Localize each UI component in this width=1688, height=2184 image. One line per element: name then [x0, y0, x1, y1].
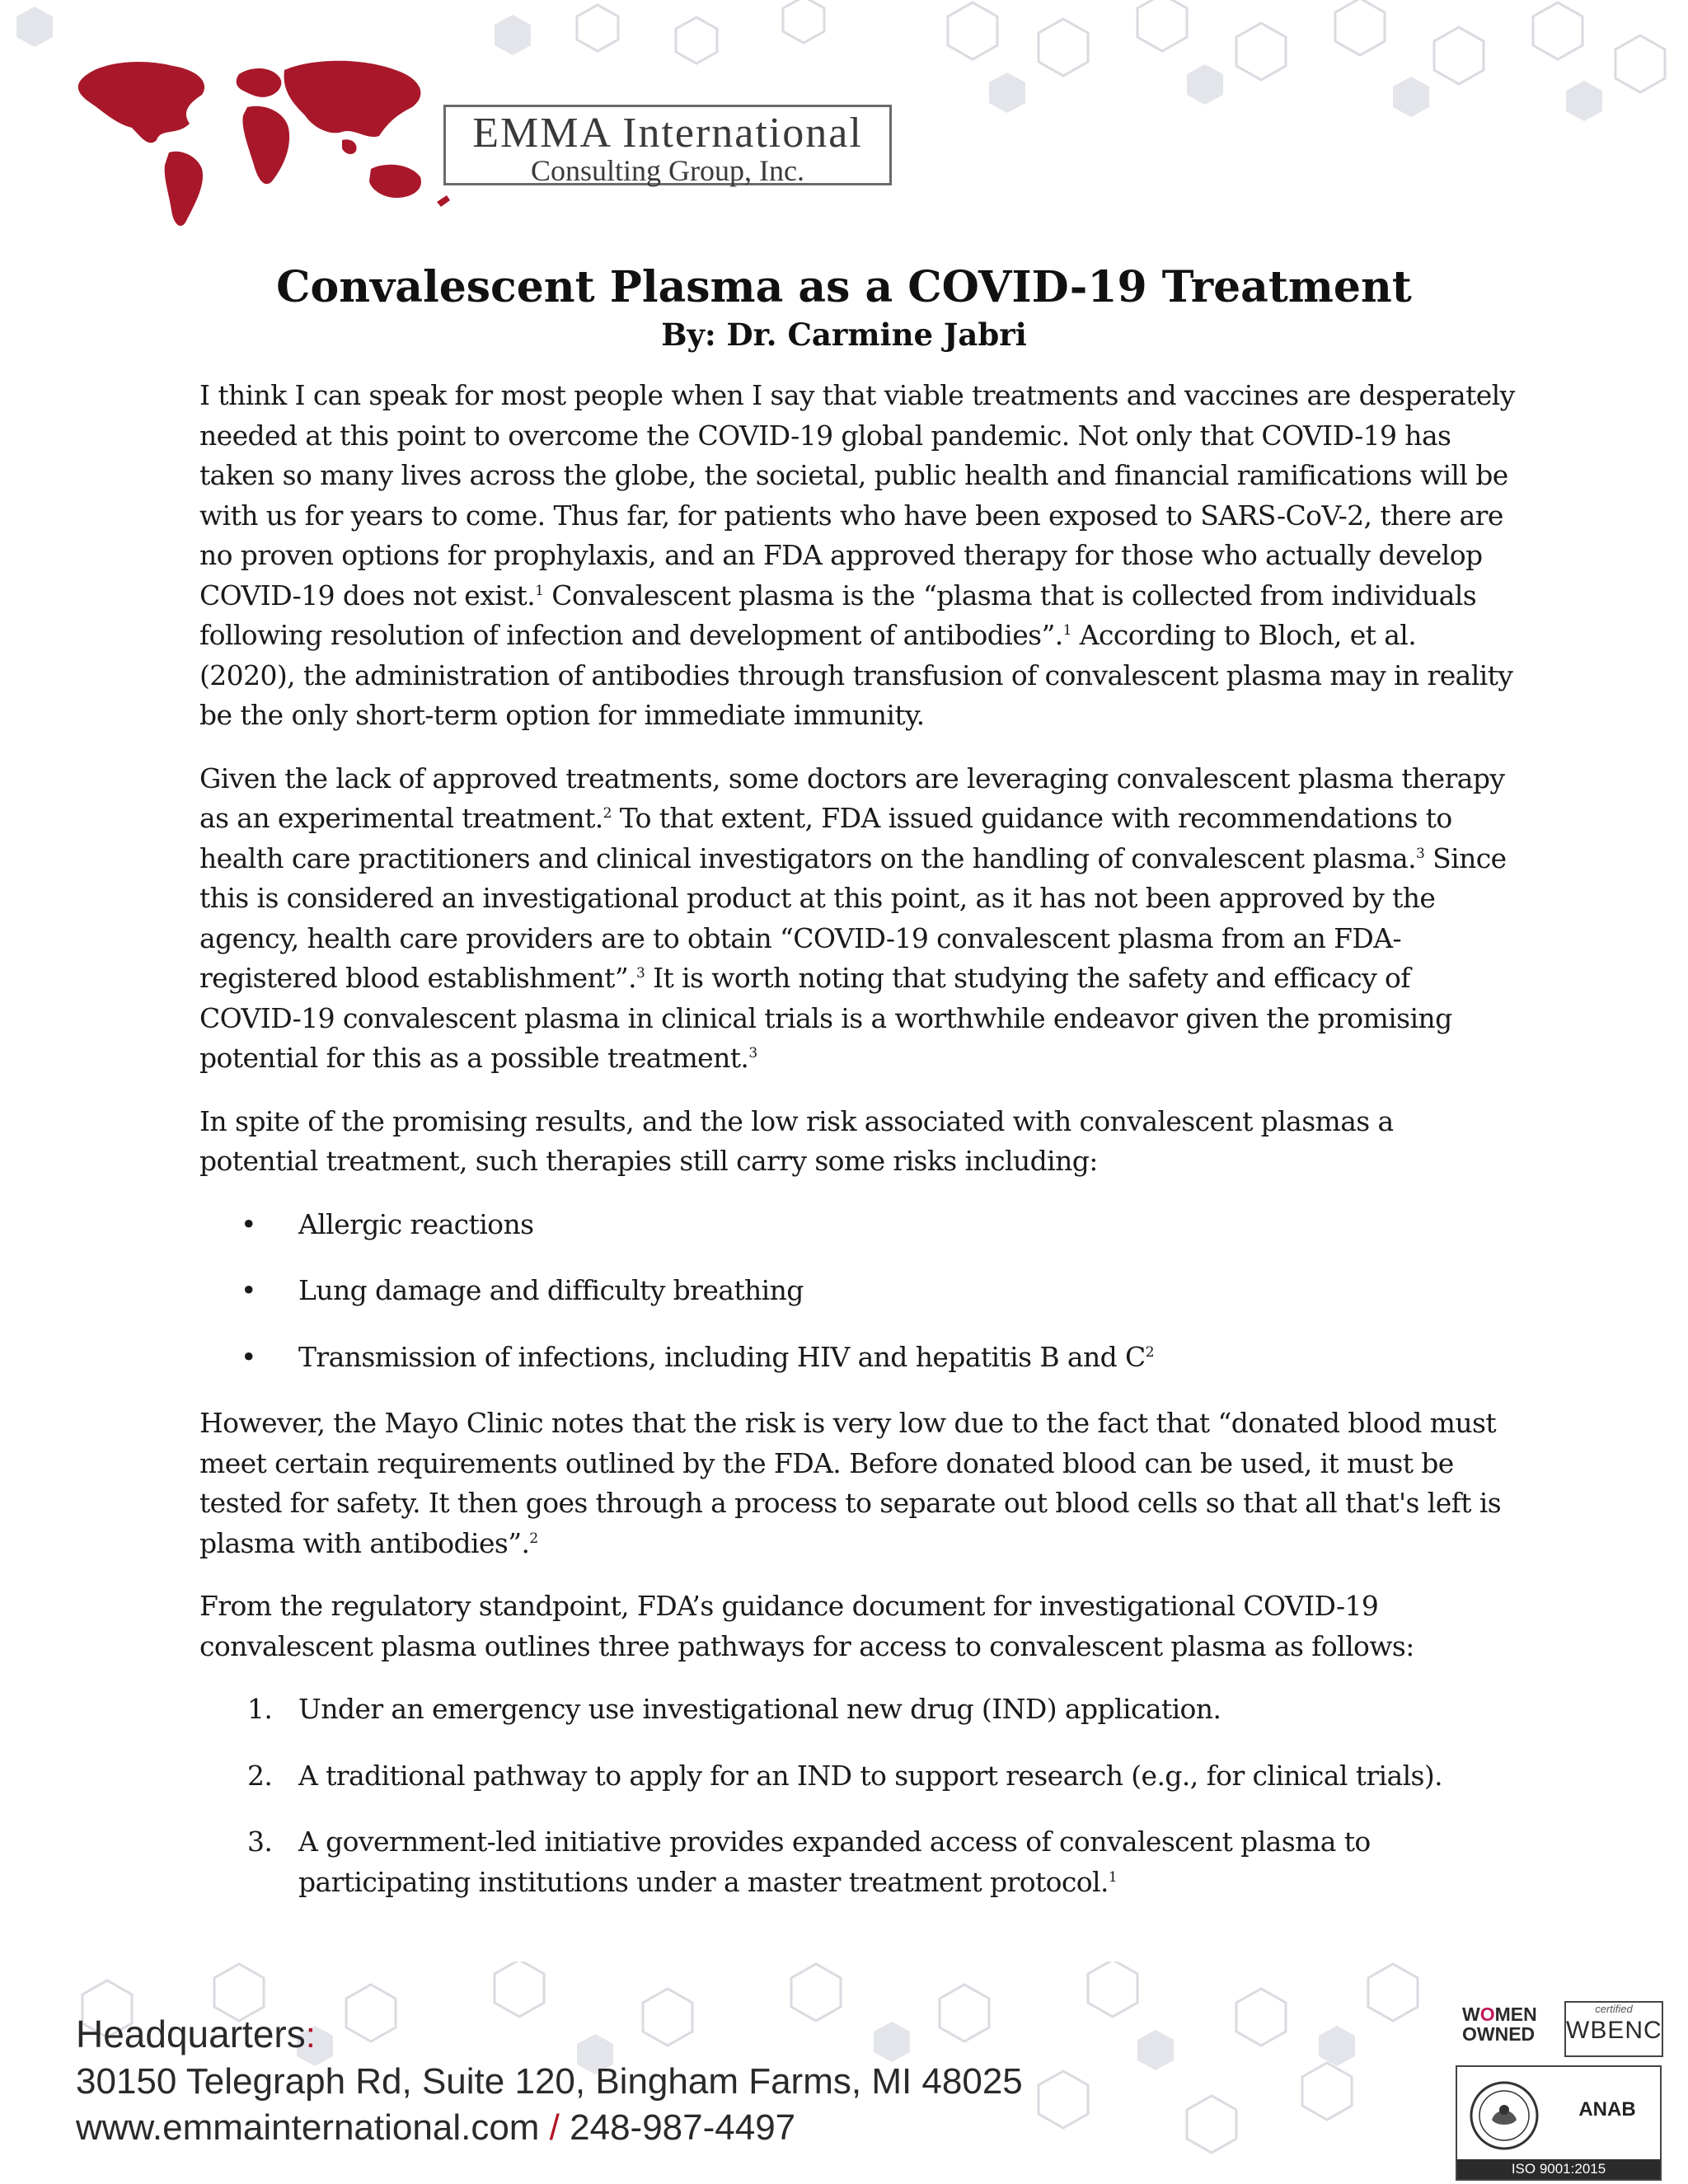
contact-line: www.emmainternational.com / 248-987-4497 — [76, 2107, 796, 2148]
wbenc-badge: certified WBENC — [1564, 2001, 1663, 2057]
list-number: 3. — [247, 1825, 273, 1858]
reference-marker: 3 — [635, 965, 645, 982]
iso-label: ISO 9001:2015 — [1457, 2159, 1660, 2179]
article-title: Convalescent Plasma as a COVID-19 Treatment — [276, 262, 1412, 312]
iso-certification-badge — [1456, 2065, 1662, 2181]
list-item: 1. Under an emergency use investigational new drug (IND) application. — [199, 1690, 1518, 1730]
website-link[interactable]: www.emmainternational.com — [76, 2107, 540, 2148]
paragraph-4: However, the Mayo Clinic notes that the risk is very low due to the fact that “donated blood must meet certain requirements outlined by the FDA. Before donated blood can be used, it must be tested for safety. It then goes through a process to separate out blood cells so that all that's left is plasma with antibodies”.$^2$ — [199, 1407, 1502, 1559]
article-byline: By: Dr. Carmine Jabri — [661, 316, 1027, 353]
address: 30150 Telegraph Rd, Suite 120, Bingham Farms, MI 48025 — [76, 2061, 1023, 2102]
bullet-marker: • — [241, 1274, 256, 1306]
certification-seal-icon — [1467, 2079, 1541, 2153]
paragraph-2: Given the lack of approved treatments, some doctors are leveraging convalescent plasma therapy as an experimental treatment.$^2$ To that extent, FDA issued guidance with recommendations to health care practitioners and clinical investigators on the handling of convalescent plasma.$^3$ Since this is considered an investigational product at this point, as it has not been approved by the agency, health care providers are to obtain “COVID-19 convalescent plasma from an FDA-registered blood establishment”.$^3$ It is worth noting that studying the safety and efficacy of COVID-19 convalescent plasma in clinical trials is a worthwhile endeavor given the promising potential for this as a possible treatment.$^3$ — [199, 762, 1507, 1074]
paragraph-5: From the regulatory standpoint, FDA’s guidance document for investigational COVID-19 convalescent plasma outlines three pathways for access to convalescent plasma as follows: — [199, 1590, 1414, 1662]
list-item: 2. A traditional pathway to apply for an IND to support research (e.g., for clinical trials). — [199, 1756, 1518, 1797]
phone-number: 248-987-4497 — [570, 2107, 796, 2148]
paragraph-3: In spite of the promising results, and the low risk associated with convalescent plasmas a potential treatment, such therapies still carry some risks including: — [199, 1104, 1394, 1177]
world-map-logo — [66, 45, 453, 239]
list-number: 1. — [247, 1693, 273, 1725]
reference-marker: 1 — [535, 582, 544, 599]
reference-marker: 1 — [1108, 1868, 1118, 1886]
company-subtitle: Consulting Group, Inc. — [531, 154, 804, 187]
pathways-list — [199, 1690, 1518, 1902]
headquarters-block — [76, 2011, 1164, 2151]
list-item: • Lung damage and difficulty breathing — [199, 1271, 1518, 1311]
article-body — [199, 376, 1518, 1929]
reference-marker: 2 — [1145, 1343, 1154, 1361]
list-item: • Transmission of infections, including HIV and hepatitis B and $C^2$ — [199, 1338, 1518, 1378]
reference-marker: 3 — [1416, 845, 1425, 862]
list-item: • Allergic reactions — [199, 1205, 1518, 1245]
reference-marker: 2 — [529, 1530, 538, 1547]
company-logo — [443, 105, 892, 185]
anab-logo: ANAB — [1578, 2098, 1636, 2121]
list-number: 2. — [247, 1759, 273, 1792]
risks-list — [199, 1205, 1518, 1378]
reference-marker: 2 — [603, 805, 612, 822]
headquarters-label: Headquarters: — [76, 2013, 316, 2055]
company-name: EMMA International — [472, 110, 863, 157]
women-owned-badge: WOMEN OWNED — [1462, 2004, 1537, 2045]
reference-marker: 1 — [1062, 622, 1071, 639]
list-item: 3. A government-led initiative provides expanded access of convalescent plasma to participating institutions under a master treatment protocol.$^1$ — [199, 1822, 1518, 1902]
bullet-marker: • — [241, 1340, 256, 1373]
reference-marker: 3 — [748, 1045, 757, 1062]
paragraph-1: I think I can speak for most people when I say that viable treatments and vaccines are desperately needed at this point to overcome the COVID-19 global pandemic. Not only that COVID-19 has taken so many lives across the globe, the societal, public health and financial ramifications will be with us for years to come. Thus far, for patients who have been exposed to SARS-CoV-2, there are no proven options for prophylaxis, and an FDA approved therapy for those who actually develop COVID-19 does not exist.$^1$ Convalescent plasma is the “plasma that is collected from individuals following resolution of infection and development of antibodies”.$^1$ According to Bloch, et al. (2020), the administration of antibodies through transfusion of convalescent plasma may in reality be the only short-term option for immediate immunity. — [199, 379, 1515, 731]
bullet-marker: • — [241, 1207, 256, 1240]
